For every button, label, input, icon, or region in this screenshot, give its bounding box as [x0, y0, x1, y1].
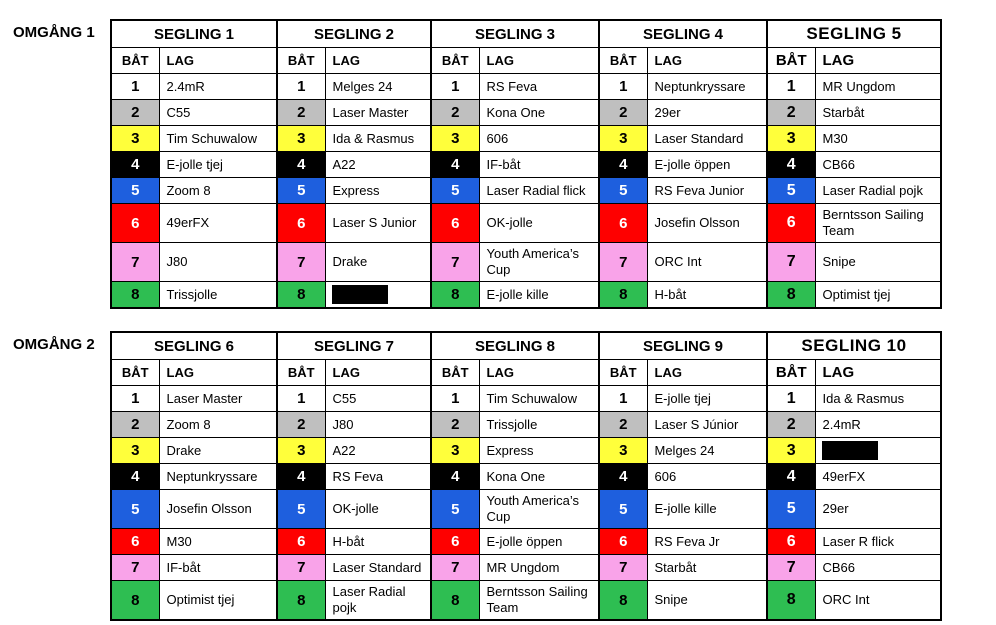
team-cell: MR Ungdom — [479, 555, 599, 581]
boat-number-cell: 1 — [431, 74, 479, 100]
boat-number-cell: 1 — [767, 74, 815, 100]
boat-number-cell: 8 — [599, 581, 647, 621]
team-column-header: LAG — [647, 360, 767, 386]
boat-number-cell: 6 — [431, 204, 479, 243]
boat-number-cell: 1 — [431, 386, 479, 412]
team-cell: Melges 24 — [325, 74, 431, 100]
boat-number-cell: 1 — [111, 386, 159, 412]
boat-number-cell: 6 — [111, 204, 159, 243]
team-cell: Tim Schuwalow — [479, 386, 599, 412]
team-cell: Snipe — [647, 581, 767, 621]
boat-number-cell: 3 — [431, 438, 479, 464]
team-cell: Neptunkryssare — [159, 464, 277, 490]
boat-number-cell: 7 — [277, 555, 325, 581]
round-1-section — [13, 19, 942, 309]
boat-number-cell: 2 — [599, 412, 647, 438]
team-cell: H-båt — [647, 282, 767, 309]
team-cell: J80 — [325, 412, 431, 438]
team-cell: Snipe — [815, 243, 941, 282]
redacted-box — [332, 285, 388, 304]
team-cell: Zoom 8 — [159, 178, 277, 204]
team-cell: E-jolle kille — [647, 490, 767, 529]
boat-column-header: BÅT — [111, 360, 159, 386]
team-cell: 49erFX — [159, 204, 277, 243]
team-cell: Express — [479, 438, 599, 464]
team-cell: ORC Int — [815, 581, 941, 621]
team-cell: CB66 — [815, 152, 941, 178]
boat-number-cell: 8 — [111, 581, 159, 621]
round-1-race-table — [110, 19, 942, 309]
team-column-header: LAG — [325, 360, 431, 386]
boat-number-cell: 5 — [767, 178, 815, 204]
boat-number-cell: 8 — [431, 581, 479, 621]
team-cell: Starbåt — [815, 100, 941, 126]
team-cell: E-jolle tjej — [647, 386, 767, 412]
race-title: SEGLING 7 — [277, 332, 431, 360]
boat-number-cell: 1 — [277, 74, 325, 100]
boat-number-cell: 6 — [767, 529, 815, 555]
team-cell: Laser Radial pojk — [815, 178, 941, 204]
boat-column-header: BÅT — [599, 360, 647, 386]
team-cell: MR Ungdom — [815, 74, 941, 100]
team-column-header: LAG — [815, 360, 941, 386]
team-column-header: LAG — [479, 360, 599, 386]
team-cell: E-jolle kille — [479, 282, 599, 309]
boat-column-header: BÅT — [767, 360, 815, 386]
team-cell: RS Feva — [479, 74, 599, 100]
team-cell: Laser S Junior — [325, 204, 431, 243]
boat-number-cell: 5 — [431, 178, 479, 204]
boat-number-cell: 5 — [111, 178, 159, 204]
race-title: SEGLING 4 — [599, 20, 767, 48]
boat-number-cell: 6 — [277, 529, 325, 555]
team-column-header: LAG — [479, 48, 599, 74]
team-column-header: LAG — [815, 48, 941, 74]
team-cell: H-båt — [325, 529, 431, 555]
boat-number-cell: 5 — [277, 490, 325, 529]
boat-number-cell: 1 — [599, 386, 647, 412]
race-title: SEGLING 9 — [599, 332, 767, 360]
boat-number-cell: 4 — [431, 152, 479, 178]
team-cell: 49erFX — [815, 464, 941, 490]
team-cell: Optimist tjej — [815, 282, 941, 309]
round-2-section — [13, 331, 942, 621]
team-cell: Laser Radial pojk — [325, 581, 431, 621]
boat-number-cell: 6 — [599, 529, 647, 555]
team-cell: A22 — [325, 438, 431, 464]
race-title: SEGLING 1 — [111, 20, 277, 48]
team-cell: 606 — [479, 126, 599, 152]
team-cell: J80 — [159, 243, 277, 282]
boat-number-cell: 8 — [767, 282, 815, 309]
team-cell: E-jolle tjej — [159, 152, 277, 178]
boat-number-cell: 4 — [111, 464, 159, 490]
boat-number-cell: 8 — [767, 581, 815, 621]
redacted-team-cell — [815, 438, 941, 464]
boat-number-cell: 3 — [767, 126, 815, 152]
team-cell: Kona One — [479, 100, 599, 126]
boat-number-cell: 7 — [767, 243, 815, 282]
boat-number-cell: 7 — [111, 555, 159, 581]
boat-number-cell: 2 — [767, 412, 815, 438]
boat-number-cell: 3 — [599, 126, 647, 152]
team-cell: Berntsson Sailing Team — [815, 204, 941, 243]
team-cell: Ida & Rasmus — [815, 386, 941, 412]
team-cell: Berntsson Sailing Team — [479, 581, 599, 621]
boat-number-cell: 4 — [277, 152, 325, 178]
team-cell: Laser Master — [159, 386, 277, 412]
team-cell: Josefin Olsson — [647, 204, 767, 243]
boat-number-cell: 4 — [111, 152, 159, 178]
team-cell: Zoom 8 — [159, 412, 277, 438]
boat-number-cell: 3 — [767, 438, 815, 464]
team-cell: Optimist tjej — [159, 581, 277, 621]
race-title: SEGLING 3 — [431, 20, 599, 48]
boat-column-header: BÅT — [111, 48, 159, 74]
team-cell: RS Feva Jr — [647, 529, 767, 555]
team-cell: IF-båt — [159, 555, 277, 581]
boat-column-header: BÅT — [277, 360, 325, 386]
team-cell: CB66 — [815, 555, 941, 581]
boat-number-cell: 1 — [767, 386, 815, 412]
team-cell: 606 — [647, 464, 767, 490]
team-cell: Laser Master — [325, 100, 431, 126]
boat-number-cell: 4 — [277, 464, 325, 490]
boat-number-cell: 3 — [277, 126, 325, 152]
team-cell: Starbåt — [647, 555, 767, 581]
boat-number-cell: 8 — [431, 282, 479, 309]
boat-column-header: BÅT — [599, 48, 647, 74]
team-cell: Laser Standard — [325, 555, 431, 581]
team-cell: Express — [325, 178, 431, 204]
team-cell: Drake — [159, 438, 277, 464]
boat-number-cell: 8 — [277, 282, 325, 309]
boat-number-cell: 8 — [277, 581, 325, 621]
boat-number-cell: 6 — [111, 529, 159, 555]
boat-number-cell: 2 — [431, 100, 479, 126]
race-title: SEGLING 10 — [767, 332, 941, 360]
boat-number-cell: 5 — [767, 490, 815, 529]
boat-number-cell: 7 — [767, 555, 815, 581]
team-cell: Trissjolle — [159, 282, 277, 309]
team-column-header: LAG — [325, 48, 431, 74]
team-cell: E-jolle öppen — [479, 529, 599, 555]
race-title: SEGLING 6 — [111, 332, 277, 360]
team-cell: M30 — [159, 529, 277, 555]
boat-number-cell: 5 — [599, 490, 647, 529]
boat-number-cell: 3 — [111, 126, 159, 152]
boat-column-header: BÅT — [431, 360, 479, 386]
team-cell: Josefin Olsson — [159, 490, 277, 529]
team-cell: 2.4mR — [159, 74, 277, 100]
boat-number-cell: 3 — [277, 438, 325, 464]
boat-number-cell: 1 — [111, 74, 159, 100]
boat-number-cell: 2 — [431, 412, 479, 438]
boat-number-cell: 4 — [767, 464, 815, 490]
boat-column-header: BÅT — [277, 48, 325, 74]
boat-number-cell: 6 — [277, 204, 325, 243]
boat-number-cell: 3 — [599, 438, 647, 464]
team-cell: C55 — [325, 386, 431, 412]
boat-number-cell: 7 — [431, 243, 479, 282]
boat-number-cell: 6 — [599, 204, 647, 243]
team-cell: 29er — [815, 490, 941, 529]
team-cell: Youth America’s Cup — [479, 243, 599, 282]
boat-number-cell: 4 — [599, 152, 647, 178]
boat-number-cell: 4 — [767, 152, 815, 178]
round-1-label: OMGÅNG 1 — [13, 24, 95, 41]
team-cell: M30 — [815, 126, 941, 152]
boat-number-cell: 7 — [431, 555, 479, 581]
boat-number-cell: 7 — [599, 243, 647, 282]
boat-number-cell: 2 — [277, 412, 325, 438]
team-cell: E-jolle öppen — [647, 152, 767, 178]
boat-column-header: BÅT — [431, 48, 479, 74]
race-title: SEGLING 5 — [767, 20, 941, 48]
team-cell: Kona One — [479, 464, 599, 490]
team-cell: RS Feva — [325, 464, 431, 490]
boat-number-cell: 7 — [277, 243, 325, 282]
team-cell: 29er — [647, 100, 767, 126]
boat-number-cell: 1 — [599, 74, 647, 100]
team-cell: A22 — [325, 152, 431, 178]
boat-number-cell: 6 — [767, 204, 815, 243]
team-cell: RS Feva Junior — [647, 178, 767, 204]
boat-number-cell: 5 — [277, 178, 325, 204]
round-2-race-table — [110, 331, 942, 621]
team-cell: Laser Radial flick — [479, 178, 599, 204]
race-title: SEGLING 8 — [431, 332, 599, 360]
boat-number-cell: 1 — [277, 386, 325, 412]
team-column-header: LAG — [647, 48, 767, 74]
boat-number-cell: 4 — [599, 464, 647, 490]
team-cell: Ida & Rasmus — [325, 126, 431, 152]
team-cell: Laser Standard — [647, 126, 767, 152]
boat-column-header: BÅT — [767, 48, 815, 74]
boat-number-cell: 2 — [767, 100, 815, 126]
team-cell: Neptunkryssare — [647, 74, 767, 100]
team-column-header: LAG — [159, 48, 277, 74]
boat-number-cell: 2 — [277, 100, 325, 126]
boat-number-cell: 4 — [431, 464, 479, 490]
redacted-team-cell — [325, 282, 431, 309]
boat-number-cell: 2 — [599, 100, 647, 126]
boat-number-cell: 5 — [431, 490, 479, 529]
boat-number-cell: 5 — [599, 178, 647, 204]
redacted-box — [822, 441, 878, 460]
team-cell: C55 — [159, 100, 277, 126]
team-cell: Youth America’s Cup — [479, 490, 599, 529]
boat-number-cell: 5 — [111, 490, 159, 529]
team-column-header: LAG — [159, 360, 277, 386]
team-cell: Laser S Júnior — [647, 412, 767, 438]
team-cell: Drake — [325, 243, 431, 282]
boat-number-cell: 2 — [111, 100, 159, 126]
team-cell: Tim Schuwalow — [159, 126, 277, 152]
boat-number-cell: 8 — [111, 282, 159, 309]
team-cell: OK-jolle — [325, 490, 431, 529]
boat-number-cell: 7 — [599, 555, 647, 581]
boat-number-cell: 8 — [599, 282, 647, 309]
boat-number-cell: 3 — [431, 126, 479, 152]
race-title: SEGLING 2 — [277, 20, 431, 48]
team-cell: ORC Int — [647, 243, 767, 282]
team-cell: OK-jolle — [479, 204, 599, 243]
team-cell: 2.4mR — [815, 412, 941, 438]
boat-number-cell: 3 — [111, 438, 159, 464]
boat-number-cell: 7 — [111, 243, 159, 282]
boat-number-cell: 2 — [111, 412, 159, 438]
team-cell: Melges 24 — [647, 438, 767, 464]
boat-number-cell: 6 — [431, 529, 479, 555]
round-2-label: OMGÅNG 2 — [13, 336, 95, 353]
team-cell: Trissjolle — [479, 412, 599, 438]
team-cell: IF-båt — [479, 152, 599, 178]
team-cell: Laser R flick — [815, 529, 941, 555]
